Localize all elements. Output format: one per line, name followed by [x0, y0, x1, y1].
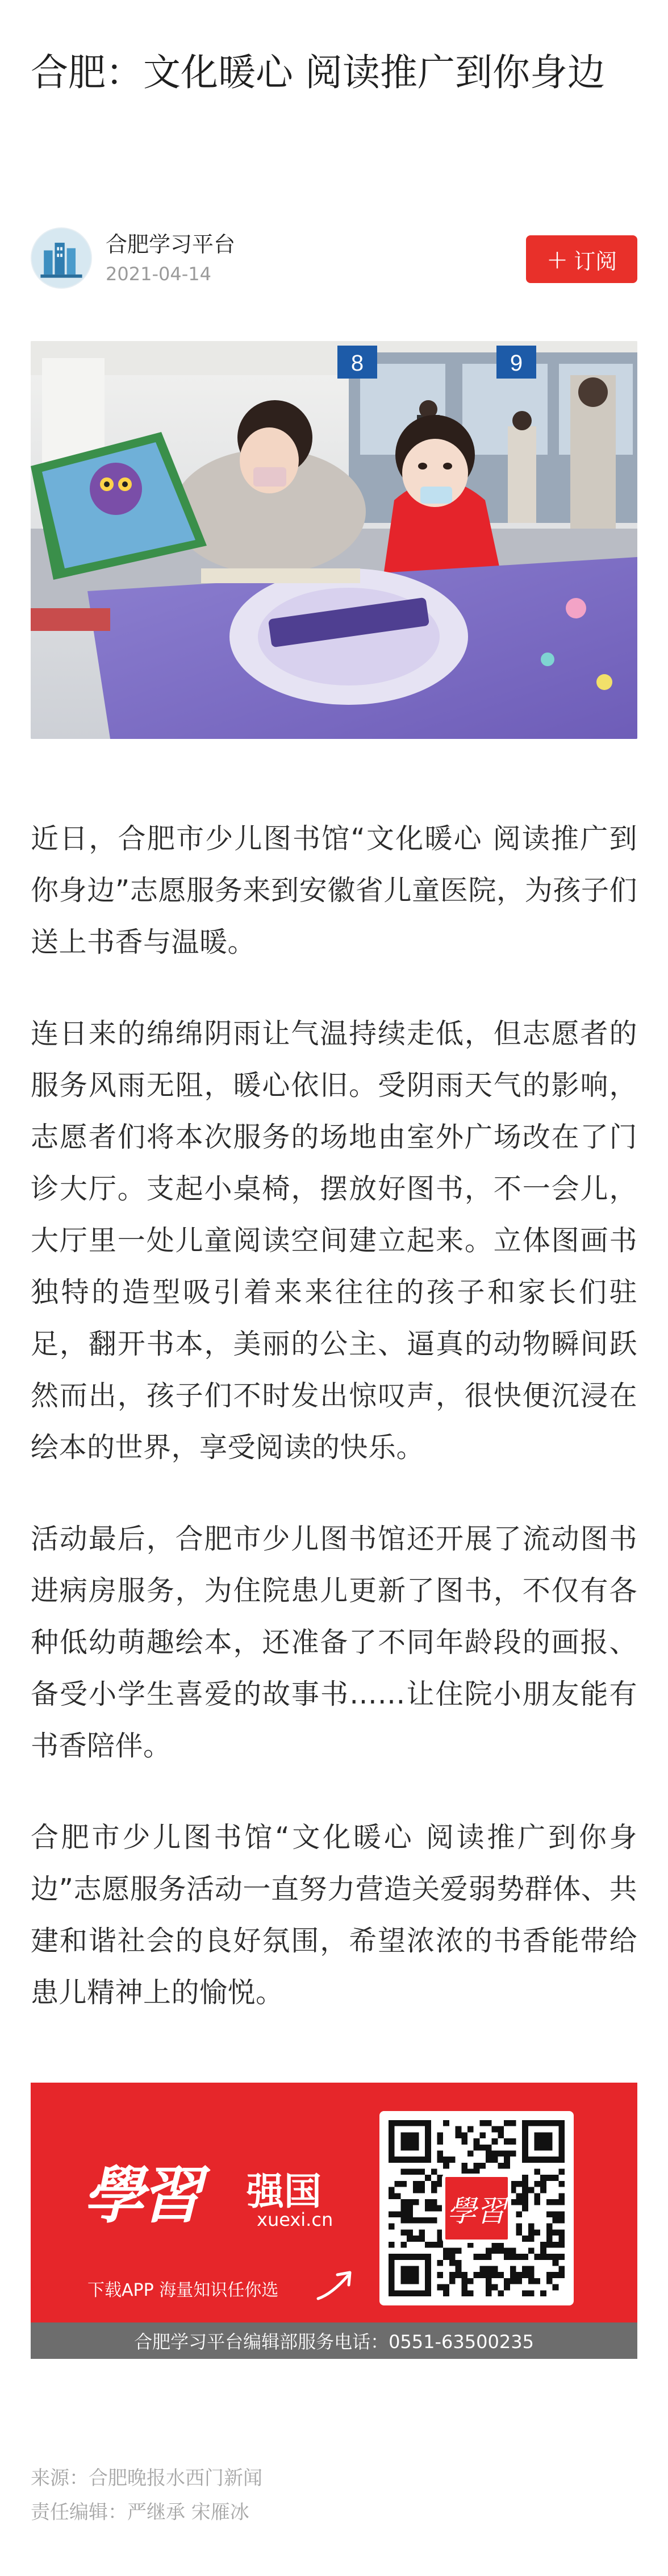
publish-date: 2021-04-14 [106, 263, 211, 285]
paragraph-4: 合肥市少儿图书馆“文化暖心 阅读推广到你身边”志愿服务活动一直努力营造关爱弱势群体、共建和谐社会的良好氛围，希望浓浓的书香能带给患儿精神上的愉悦。 [31, 1821, 637, 2009]
counter-sign-8: 8 [350, 351, 364, 376]
building-logo-icon [32, 228, 91, 288]
brand-name: 强国 [247, 2170, 322, 2213]
article-body [31, 813, 637, 2058]
hero-image[interactable] [31, 341, 637, 739]
qr-code[interactable] [379, 2111, 574, 2305]
counter-sign-9: 9 [510, 351, 523, 376]
arrow-icon [315, 2268, 357, 2303]
plus-icon: + [546, 244, 569, 275]
subscribe-button[interactable] [526, 235, 637, 283]
paragraph-3: 活动最后，合肥市少儿图书馆还开展了流动图书进病房服务，为住院患儿更新了图书，不仅有各种低幼萌趣绘本，还准备了不同年龄段的画报、备受小学生喜爱的故事书……让住院小朋友能有书香陪伴。 [31, 1523, 637, 1762]
author-bar [31, 227, 637, 290]
editor-line: 责任编辑：严继承 宋雁冰 [31, 2501, 249, 2524]
paragraph-1: 近日，合肥市少儿图书馆“文化暖心 阅读推广到你身边”志愿服务来到安徽省儿童医院，为孩子们送上书香与温暖。 [31, 822, 637, 958]
article-meta [31, 2461, 637, 2529]
download-tagline: 下载APP 海量知识任你选 [87, 2280, 279, 2300]
subscribe-label: 订阅 [574, 248, 617, 274]
author-name[interactable]: 合肥学习平台 [106, 232, 236, 257]
xuexi-calligraphy-logo: 學習 [83, 2160, 199, 2232]
qr-seal-logo: 學習 [442, 2174, 511, 2243]
source-line: 来源：合肥晚报水西门新闻 [31, 2467, 262, 2490]
article-title: 合肥：文化暖心 阅读推广到你身边 [31, 51, 605, 94]
paragraph-2: 连日来的绵绵阴雨让气温持续走低，但志愿者的服务风雨无阻，暖心依旧。受阴雨天气的影响，志愿者们将本次服务的场地由室外广场改在了门诊大厅。支起小桌椅，摆放好图书，不一会儿，大厅里一处儿童阅读空间建立起来。立体图画书独特的造型吸引着来来往往的孩子和家长们驻足，翻开书本，美丽的公主、逼真的动物瞬间跃然而出，孩子们不时发出惊叹声，很快便沉浸在绘本的世界，享受阅读的快乐。 [31, 1017, 637, 1464]
brand-url: xuexi.cn [257, 2209, 333, 2230]
xuexi-promo-banner[interactable] [31, 2083, 637, 2359]
author-avatar[interactable] [31, 227, 92, 289]
hero-photo [31, 341, 637, 739]
banner-footer: 合肥学习平台编辑部服务电话：0551-63500235 [31, 2322, 637, 2359]
